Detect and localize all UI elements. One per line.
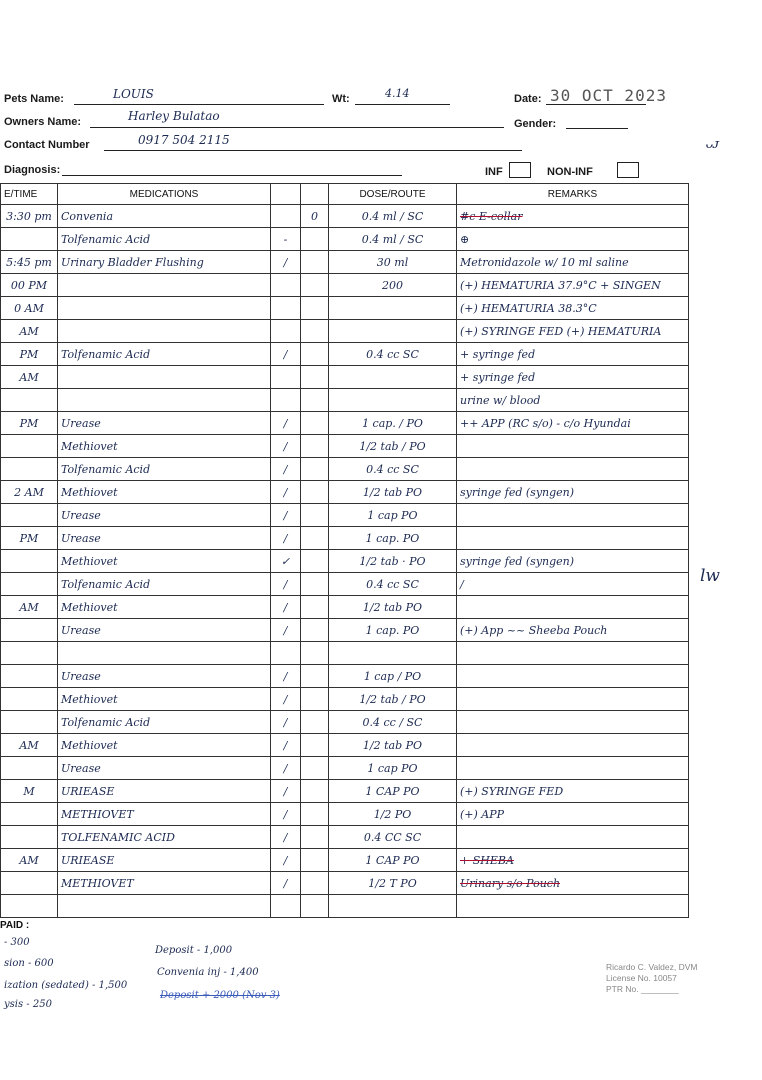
deposit-item-1: Deposit - 1,000 [155, 945, 233, 956]
row-dose [329, 389, 457, 412]
row-check-1 [271, 205, 301, 228]
paid-item-1: - 300 [4, 937, 30, 948]
row-time [1, 504, 58, 527]
col-time-header: E/TIME [1, 184, 58, 205]
row-remarks: (+) App ~~ Sheeba Pouch [457, 619, 689, 642]
row-check-2 [301, 619, 329, 642]
table-row [1, 205, 689, 228]
row-time [1, 895, 58, 918]
row-remarks: urine w/ blood [457, 389, 689, 412]
row-check-2 [301, 228, 329, 251]
row-remarks [457, 826, 689, 849]
row-medication: Convenia [58, 205, 271, 228]
row-medication: TOLFENAMIC ACID [58, 826, 271, 849]
row-time: 0 AM [1, 297, 58, 320]
table-row [1, 711, 689, 734]
row-check-2 [301, 596, 329, 619]
row-dose: 0.4 cc SC [329, 458, 457, 481]
row-check-2 [301, 320, 329, 343]
row-medication: Urinary Bladder Flushing [58, 251, 271, 274]
row-remarks [457, 527, 689, 550]
row-time: AM [1, 734, 58, 757]
noninf-label: NON-INF [547, 166, 593, 178]
row-dose [329, 366, 457, 389]
table-row [1, 228, 689, 251]
row-remarks [457, 688, 689, 711]
row-dose [329, 642, 457, 665]
table-row [1, 642, 689, 665]
row-check-2 [301, 435, 329, 458]
table-row [1, 619, 689, 642]
row-medication: Methiovet [58, 550, 271, 573]
row-dose [329, 297, 457, 320]
table-row [1, 872, 689, 895]
row-remarks: / [457, 573, 689, 596]
vet-ptr: PTR No. ________ [606, 984, 679, 994]
row-check-2 [301, 665, 329, 688]
row-dose: 0.4 cc SC [329, 573, 457, 596]
table-row [1, 274, 689, 297]
row-remarks [457, 435, 689, 458]
row-medication: Tolfenamic Acid [58, 458, 271, 481]
row-check-2 [301, 343, 329, 366]
row-dose [329, 320, 457, 343]
owners-name-value: Harley Bulatao [128, 109, 220, 123]
row-check-1: / [271, 527, 301, 550]
contact-label: Contact Number [4, 139, 90, 151]
row-medication: METHIOVET [58, 872, 271, 895]
row-remarks [457, 642, 689, 665]
treatment-sheet [0, 183, 689, 918]
row-medication: Methiovet [58, 435, 271, 458]
pets-name-label: Pets Name: [4, 93, 64, 105]
table-row [1, 803, 689, 826]
table-header [1, 184, 689, 205]
inf-checkbox[interactable] [509, 162, 531, 178]
table-row [1, 320, 689, 343]
row-remarks: + syringe fed [457, 343, 689, 366]
row-time [1, 642, 58, 665]
row-check-2 [301, 366, 329, 389]
row-medication: Tolfenamic Acid [58, 573, 271, 596]
row-medication: URIEASE [58, 849, 271, 872]
vet-license: License No. 10057 [606, 973, 677, 983]
owners-name-label: Owners Name: [4, 116, 82, 128]
row-medication [58, 895, 271, 918]
row-dose: 1 cap. / PO [329, 412, 457, 435]
row-dose: 0.4 ml / SC [329, 228, 457, 251]
row-dose: 1/2 tab · PO [329, 550, 457, 573]
pets-name-value: LOUIS [113, 87, 154, 101]
row-remarks: ++ APP (RC s/o) - c/o Hyundai [457, 412, 689, 435]
row-check-2 [301, 734, 329, 757]
row-time: PM [1, 527, 58, 550]
table-row [1, 527, 689, 550]
row-time [1, 826, 58, 849]
row-check-1: / [271, 481, 301, 504]
row-dose: 0.4 cc / SC [329, 711, 457, 734]
row-medication: Methiovet [58, 481, 271, 504]
table-row [1, 458, 689, 481]
table-row [1, 251, 689, 274]
table-row [1, 550, 689, 573]
table-row [1, 366, 689, 389]
row-dose: 1 CAP PO [329, 849, 457, 872]
row-check-1 [271, 320, 301, 343]
row-check-2 [301, 389, 329, 412]
row-remarks: syringe fed (syngen) [457, 550, 689, 573]
row-check-1: / [271, 573, 301, 596]
row-time: PM [1, 343, 58, 366]
vet-name: Ricardo C. Valdez, DVM [606, 962, 698, 972]
wt-line [355, 104, 450, 105]
row-time: AM [1, 596, 58, 619]
noninf-checkbox[interactable] [617, 162, 639, 178]
row-dose: 1/2 tab / PO [329, 688, 457, 711]
table-row [1, 481, 689, 504]
row-remarks [457, 458, 689, 481]
row-remarks: (+) SYRINGE FED (+) HEMATURIA [457, 320, 689, 343]
deposit-item-3: Deposit + 2000 (Nov 3) [160, 990, 280, 1001]
row-check-2: 0 [301, 205, 329, 228]
row-dose: 1 cap PO [329, 757, 457, 780]
row-medication [58, 642, 271, 665]
row-medication [58, 297, 271, 320]
row-dose: 1 CAP PO [329, 780, 457, 803]
table-row [1, 849, 689, 872]
row-check-1: / [271, 803, 301, 826]
deposit-item-2: Convenia inj - 1,400 [157, 967, 259, 978]
wt-value: 4.14 [385, 87, 410, 100]
date-line [546, 104, 646, 105]
row-time: 00 PM [1, 274, 58, 297]
row-check-1: / [271, 504, 301, 527]
table-row [1, 665, 689, 688]
row-check-1 [271, 366, 301, 389]
row-time: 2 AM [1, 481, 58, 504]
row-medication: URIEASE [58, 780, 271, 803]
table-row [1, 734, 689, 757]
table-row [1, 895, 689, 918]
vet-signature-block [606, 962, 697, 995]
col-check2-header [301, 184, 329, 205]
row-check-2 [301, 757, 329, 780]
row-time [1, 711, 58, 734]
vet-ptr-label: PTR No. [606, 984, 639, 994]
row-time [1, 550, 58, 573]
row-medication: Urease [58, 504, 271, 527]
row-medication: Methiovet [58, 596, 271, 619]
gender-label: Gender: [514, 118, 557, 130]
row-check-2 [301, 688, 329, 711]
row-remarks [457, 757, 689, 780]
row-medication: Tolfenamic Acid [58, 711, 271, 734]
row-check-1: / [271, 665, 301, 688]
row-check-1: / [271, 872, 301, 895]
row-check-2 [301, 458, 329, 481]
row-time: PM [1, 412, 58, 435]
row-time [1, 228, 58, 251]
row-dose: 1/2 tab PO [329, 596, 457, 619]
diagnosis-line [62, 175, 402, 176]
row-check-2 [301, 642, 329, 665]
row-dose: 0.4 cc SC [329, 343, 457, 366]
row-check-2 [301, 573, 329, 596]
table-row [1, 688, 689, 711]
row-check-2 [301, 274, 329, 297]
row-check-1: ✓ [271, 550, 301, 573]
row-remarks [457, 895, 689, 918]
table-row [1, 826, 689, 849]
row-remarks [457, 596, 689, 619]
row-remarks: + syringe fed [457, 366, 689, 389]
table-row [1, 297, 689, 320]
row-check-2 [301, 504, 329, 527]
row-dose: 1/2 tab PO [329, 481, 457, 504]
row-medication [58, 389, 271, 412]
col-dose-header: DOSE/ROUTE [329, 184, 457, 205]
row-medication: Urease [58, 619, 271, 642]
row-check-2 [301, 527, 329, 550]
row-dose [329, 895, 457, 918]
row-remarks: (+) APP [457, 803, 689, 826]
row-remarks: (+) HEMATURIA 38.3°C [457, 297, 689, 320]
wt-label: Wt: [332, 93, 350, 105]
row-check-1: / [271, 458, 301, 481]
row-dose: 0.4 ml / SC [329, 205, 457, 228]
row-time [1, 688, 58, 711]
row-time: AM [1, 320, 58, 343]
row-time: AM [1, 849, 58, 872]
row-check-1: / [271, 826, 301, 849]
row-remarks: #c E-collar [457, 205, 689, 228]
row-check-1: / [271, 343, 301, 366]
row-dose: 1 cap. PO [329, 619, 457, 642]
table-row [1, 504, 689, 527]
row-check-2 [301, 780, 329, 803]
row-time [1, 665, 58, 688]
row-check-2 [301, 412, 329, 435]
row-dose: 1 cap PO [329, 504, 457, 527]
row-dose: 1/2 tab PO [329, 734, 457, 757]
row-check-2 [301, 297, 329, 320]
owners-name-line [90, 127, 504, 128]
row-check-2 [301, 550, 329, 573]
row-dose: 1 cap / PO [329, 665, 457, 688]
row-medication: METHIOVET [58, 803, 271, 826]
row-dose: 1 cap. PO [329, 527, 457, 550]
row-check-1: / [271, 435, 301, 458]
row-time: M [1, 780, 58, 803]
paid-label: PAID : [0, 920, 30, 931]
contact-line [104, 150, 522, 151]
col-check1-header [271, 184, 301, 205]
col-medications-header: MEDICATIONS [58, 184, 271, 205]
row-time [1, 458, 58, 481]
col-remarks-header: REMARKS [457, 184, 689, 205]
row-check-1: / [271, 849, 301, 872]
row-check-1: / [271, 412, 301, 435]
row-check-1: / [271, 780, 301, 803]
row-dose: 1/2 T PO [329, 872, 457, 895]
row-medication: Urease [58, 757, 271, 780]
row-medication: Urease [58, 412, 271, 435]
diagnosis-label: Diagnosis: [4, 164, 61, 176]
gender-line [566, 128, 628, 129]
pets-name-line [74, 104, 324, 105]
date-label: Date: [514, 93, 542, 105]
paid-item-4: ysis - 250 [4, 999, 52, 1010]
row-check-1 [271, 642, 301, 665]
row-check-1: / [271, 688, 301, 711]
row-time: 5:45 pm [1, 251, 58, 274]
row-dose: 30 ml [329, 251, 457, 274]
row-remarks [457, 504, 689, 527]
row-medication: Urease [58, 527, 271, 550]
row-remarks: syringe fed (syngen) [457, 481, 689, 504]
row-remarks: + SHEBA [457, 849, 689, 872]
row-time: AM [1, 366, 58, 389]
row-remarks [457, 734, 689, 757]
table-row [1, 573, 689, 596]
row-check-2 [301, 803, 329, 826]
side-note-top-right: ᴗᴊ [705, 137, 720, 152]
row-medication: Urease [58, 665, 271, 688]
row-medication: Methiovet [58, 688, 271, 711]
row-remarks [457, 665, 689, 688]
row-dose: 1/2 PO [329, 803, 457, 826]
row-medication: Tolfenamic Acid [58, 228, 271, 251]
contact-value: 0917 504 2115 [138, 133, 230, 147]
side-note-right-mid: lw [700, 566, 720, 586]
row-dose: 1/2 tab / PO [329, 435, 457, 458]
row-check-2 [301, 711, 329, 734]
row-check-2 [301, 826, 329, 849]
row-medication: Methiovet [58, 734, 271, 757]
table-row [1, 343, 689, 366]
row-time [1, 872, 58, 895]
row-check-2 [301, 895, 329, 918]
row-remarks [457, 711, 689, 734]
row-time [1, 803, 58, 826]
row-remarks: Metronidazole w/ 10 ml saline [457, 251, 689, 274]
row-check-1 [271, 274, 301, 297]
row-remarks: ⊕ [457, 228, 689, 251]
row-check-1: / [271, 619, 301, 642]
row-medication [58, 366, 271, 389]
row-medication: Tolfenamic Acid [58, 343, 271, 366]
table-row [1, 412, 689, 435]
row-medication [58, 274, 271, 297]
row-time [1, 757, 58, 780]
row-check-1: / [271, 734, 301, 757]
table-row [1, 596, 689, 619]
row-check-1 [271, 389, 301, 412]
row-remarks: (+) HEMATURIA 37.9°C + SINGEN [457, 274, 689, 297]
row-dose: 200 [329, 274, 457, 297]
row-time: 3:30 pm [1, 205, 58, 228]
row-check-1 [271, 297, 301, 320]
table-row [1, 757, 689, 780]
table-row [1, 780, 689, 803]
row-time [1, 619, 58, 642]
paid-item-3: ization (sedated) - 1,500 [4, 980, 128, 991]
row-time [1, 389, 58, 412]
row-dose: 0.4 CC SC [329, 826, 457, 849]
row-remarks: Urinary s/o Pouch [457, 872, 689, 895]
row-check-1: / [271, 596, 301, 619]
row-check-2 [301, 849, 329, 872]
table-row [1, 389, 689, 412]
row-check-2 [301, 872, 329, 895]
inf-label: INF [485, 166, 503, 178]
row-time [1, 573, 58, 596]
row-check-1 [271, 895, 301, 918]
row-check-1: / [271, 251, 301, 274]
row-check-1: - [271, 228, 301, 251]
table-row [1, 435, 689, 458]
date-stamp: 30 OCT 2023 [550, 86, 667, 105]
row-check-2 [301, 251, 329, 274]
row-medication [58, 320, 271, 343]
row-remarks: (+) SYRINGE FED [457, 780, 689, 803]
paid-item-2: sion - 600 [4, 958, 54, 969]
row-check-2 [301, 481, 329, 504]
row-check-1: / [271, 711, 301, 734]
row-check-1: / [271, 757, 301, 780]
row-time [1, 435, 58, 458]
